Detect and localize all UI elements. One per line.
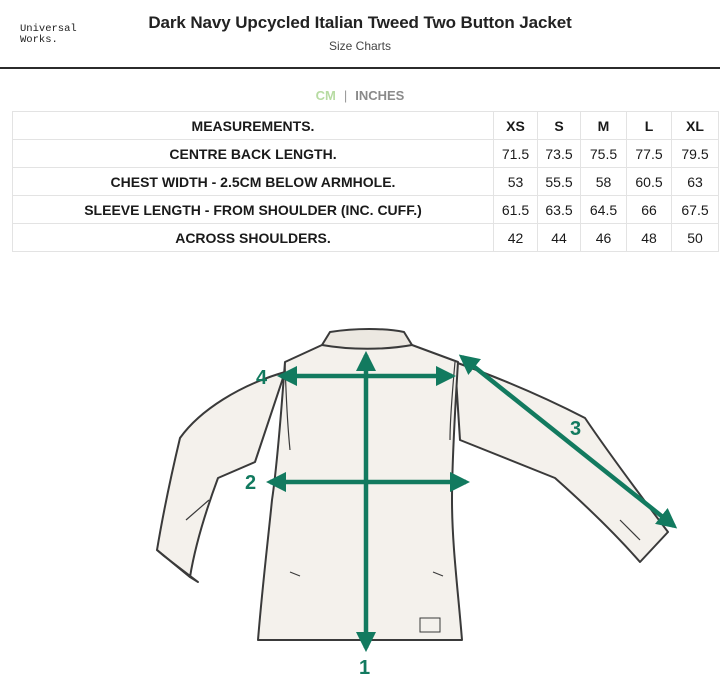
- header-size: L: [627, 112, 672, 140]
- table-cell: 44: [538, 224, 581, 252]
- table-cell: 53: [494, 168, 538, 196]
- header-measurements: MEASUREMENTS.: [13, 112, 494, 140]
- table-cell: 71.5: [494, 140, 538, 168]
- logo-line-2: Works.: [20, 34, 58, 46]
- table-cell: 63.5: [538, 196, 581, 224]
- unit-inches-button[interactable]: INCHES: [355, 88, 405, 103]
- table-cell: 60.5: [627, 168, 672, 196]
- marker-3: 3: [570, 418, 582, 440]
- page-header: [0, 0, 720, 69]
- right-sleeve: [455, 362, 668, 562]
- logo-line-1: Universal: [20, 23, 77, 35]
- table-header-row: [13, 112, 719, 140]
- table-cell: 66: [627, 196, 672, 224]
- marker-1: 1: [359, 657, 371, 679]
- header-size: M: [581, 112, 627, 140]
- table-row: [13, 140, 719, 168]
- table-cell: 67.5: [672, 196, 719, 224]
- page-subtitle: Size Charts: [328, 39, 392, 53]
- table-cell: 73.5: [538, 140, 581, 168]
- table-row: [13, 168, 719, 196]
- jacket-measurement-diagram: [0, 300, 720, 691]
- jacket-body: [258, 345, 462, 640]
- table-cell: 63: [672, 168, 719, 196]
- size-chart-table: [12, 111, 719, 252]
- unit-toggle: [0, 88, 720, 103]
- jacket-collar: [322, 329, 412, 349]
- table-row: [13, 224, 719, 252]
- table-cell: 58: [581, 168, 627, 196]
- table-cell: 77.5: [627, 140, 672, 168]
- row-label: ACROSS SHOULDERS.: [13, 224, 494, 252]
- table-cell: 46: [581, 224, 627, 252]
- page-title: Dark Navy Upcycled Italian Tweed Two Button Jacket: [148, 13, 572, 32]
- table-cell: 50: [672, 224, 719, 252]
- marker-2: 2: [245, 472, 257, 494]
- header-size: XL: [672, 112, 719, 140]
- table-cell: 79.5: [672, 140, 719, 168]
- row-label: CHEST WIDTH - 2.5CM BELOW ARMHOLE.: [13, 168, 494, 196]
- unit-cm-button[interactable]: CM: [315, 88, 336, 103]
- table-cell: 55.5: [538, 168, 581, 196]
- left-sleeve: [157, 372, 285, 577]
- header-size: S: [538, 112, 581, 140]
- table-cell: 42: [494, 224, 538, 252]
- row-label: CENTRE BACK LENGTH.: [13, 140, 494, 168]
- table-row: [13, 196, 719, 224]
- table-cell: 75.5: [581, 140, 627, 168]
- header-size: XS: [494, 112, 538, 140]
- unit-separator: |: [343, 88, 348, 103]
- table-cell: 64.5: [581, 196, 627, 224]
- table-cell: 61.5: [494, 196, 538, 224]
- row-label: SLEEVE LENGTH - FROM SHOULDER (INC. CUFF.): [13, 196, 494, 224]
- table-cell: 48: [627, 224, 672, 252]
- marker-4: 4: [256, 367, 268, 389]
